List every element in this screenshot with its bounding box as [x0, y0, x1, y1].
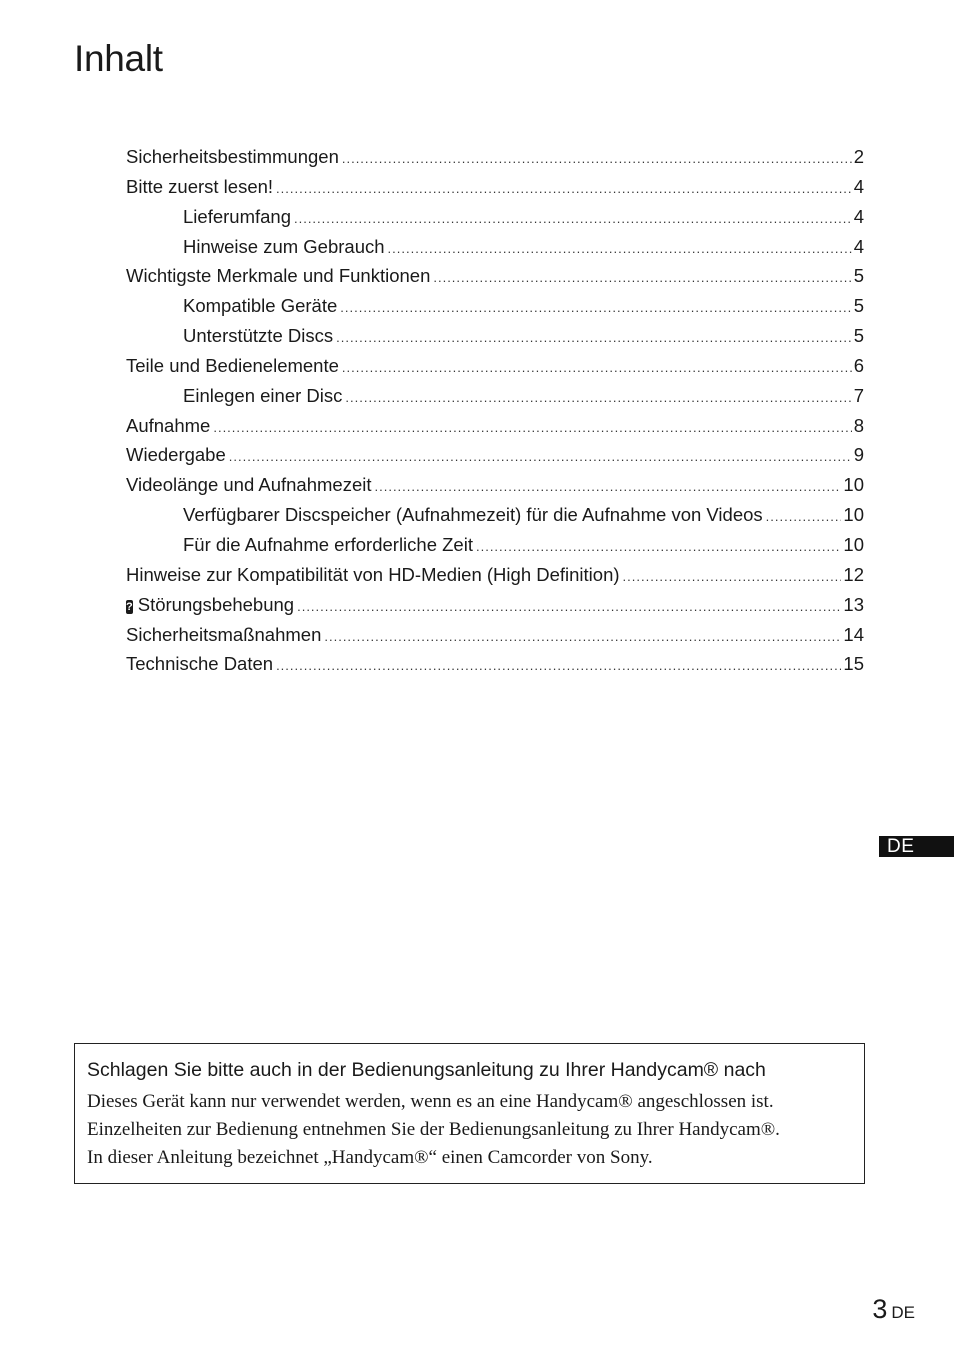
- toc-entry-label: Störungsbehebung: [137, 593, 295, 615]
- toc-entry-page: 12: [843, 563, 864, 585]
- toc-entry-label: Technische Daten: [126, 653, 274, 675]
- toc-entry[interactable]: [126, 620, 864, 650]
- toc-entry-page: 2: [853, 146, 864, 167]
- note-title: Schlagen Sie bitte auch in der Bedienungsanleitung zu Ihrer Handycam® nach: [87, 1059, 766, 1081]
- toc-entry[interactable]: [126, 649, 864, 679]
- toc-entry[interactable]: [126, 560, 864, 590]
- toc-entry-label: Verfügbarer Discspeicher (Aufnahmezeit) für die Aufnahme von Videos: [183, 504, 763, 526]
- toc-entry[interactable]: [126, 142, 864, 172]
- toc-entry[interactable]: [126, 411, 864, 441]
- toc-entry-page: 4: [853, 235, 864, 257]
- note-line: Dieses Gerät kann nur verwendet werden, wenn es an eine Handycam® angeschlossen ist.: [87, 1091, 774, 1112]
- toc-entry-page: 13: [843, 593, 864, 615]
- toc-entry-label: Wichtigste Merkmale und Funktionen: [126, 265, 431, 287]
- toc-entry-page: 5: [853, 325, 864, 347]
- toc-entry[interactable]: [126, 500, 864, 530]
- toc-entry-page: 8: [853, 414, 864, 436]
- toc-entry[interactable]: [126, 172, 864, 202]
- toc-entry[interactable]: [126, 261, 864, 291]
- toc-dot-leader: [342, 353, 852, 383]
- toc-entry-label: Hinweise zum Gebrauch: [183, 235, 385, 257]
- toc-entry-page: 14: [843, 623, 864, 645]
- help-icon: ?: [126, 600, 133, 613]
- toc-entry-label: Bitte zuerst lesen!: [126, 175, 274, 197]
- toc-entry-page: 5: [853, 295, 864, 317]
- toc-dot-leader: [623, 562, 842, 592]
- toc-entry[interactable]: [126, 351, 864, 381]
- toc-dot-leader: [476, 532, 841, 562]
- toc-entry-label: Lieferumfang: [183, 205, 291, 227]
- toc-entry[interactable]: [126, 440, 864, 470]
- toc-dot-leader: [342, 144, 852, 174]
- toc-entry-label: Videolänge und Aufnahmezeit: [126, 474, 372, 496]
- page-number-value: 3: [872, 1294, 888, 1324]
- toc-dot-leader: [375, 472, 842, 502]
- toc-entry-label: Sicherheitsmaßnahmen: [126, 623, 322, 645]
- toc-dot-leader: [297, 592, 841, 622]
- toc-entry-label: Sicherheitsbestimmungen: [126, 146, 339, 167]
- toc-entry[interactable]: [126, 381, 864, 411]
- toc-dot-leader: [213, 413, 851, 443]
- toc-dot-leader: [340, 293, 851, 323]
- note-body: [87, 1088, 852, 1172]
- table-of-contents: [126, 142, 864, 679]
- toc-entry[interactable]: [126, 590, 864, 620]
- toc-dot-leader: [433, 263, 851, 293]
- page-number: [872, 1294, 915, 1325]
- toc-entry-label: Unterstützte Discs: [183, 325, 334, 347]
- toc-dot-leader: [294, 204, 852, 234]
- toc-dot-leader: [388, 234, 852, 264]
- toc-entry-page: 10: [843, 504, 864, 526]
- toc-entry[interactable]: [126, 470, 864, 500]
- toc-entry-page: 4: [853, 175, 864, 197]
- toc-dot-leader: [324, 622, 841, 652]
- toc-dot-leader: [766, 502, 842, 532]
- toc-dot-leader: [229, 442, 852, 472]
- toc-entry-label: Einlegen einer Disc: [183, 384, 343, 406]
- toc-entry[interactable]: [126, 202, 864, 232]
- toc-entry-page: 5: [853, 265, 864, 287]
- note-box: [74, 1043, 865, 1184]
- toc-entry[interactable]: [126, 530, 864, 560]
- toc-entry-page: 10: [843, 474, 864, 496]
- language-tab: DE: [879, 836, 954, 857]
- note-line: Einzelheiten zur Bedienung entnehmen Sie der Bedienungsanleitung zu Ihrer Handycam®.: [87, 1119, 780, 1140]
- toc-entry-label: Kompatible Geräte: [183, 295, 338, 317]
- toc-entry-label: Aufnahme: [126, 414, 211, 436]
- toc-entry[interactable]: [126, 232, 864, 262]
- toc-dot-leader: [336, 323, 852, 353]
- toc-entry-page: 4: [853, 205, 864, 227]
- toc-entry-label: Teile und Bedienelemente: [126, 354, 339, 376]
- toc-entry[interactable]: [126, 291, 864, 321]
- page-language-suffix: DE: [891, 1303, 915, 1322]
- toc-entry-page: 7: [853, 384, 864, 406]
- toc-entry-page: 10: [843, 533, 864, 555]
- toc-dot-leader: [276, 651, 841, 681]
- note-line: In dieser Anleitung bezeichnet „Handycam®“ einen Camcorder von Sony.: [87, 1147, 653, 1168]
- toc-entry-label: Hinweise zur Kompatibilität von HD-Medien (High Definition): [126, 563, 620, 585]
- toc-entry[interactable]: [126, 321, 864, 351]
- page-title: Inhalt: [74, 38, 163, 79]
- toc-entry-page: 6: [853, 354, 864, 376]
- toc-entry-label: Für die Aufnahme erforderliche Zeit: [183, 533, 473, 555]
- toc-entry-label: Wiedergabe: [126, 444, 226, 466]
- toc-dot-leader: [276, 174, 852, 204]
- toc-dot-leader: [345, 383, 851, 413]
- toc-entry-page: 15: [843, 653, 864, 675]
- toc-entry-page: 9: [853, 444, 864, 466]
